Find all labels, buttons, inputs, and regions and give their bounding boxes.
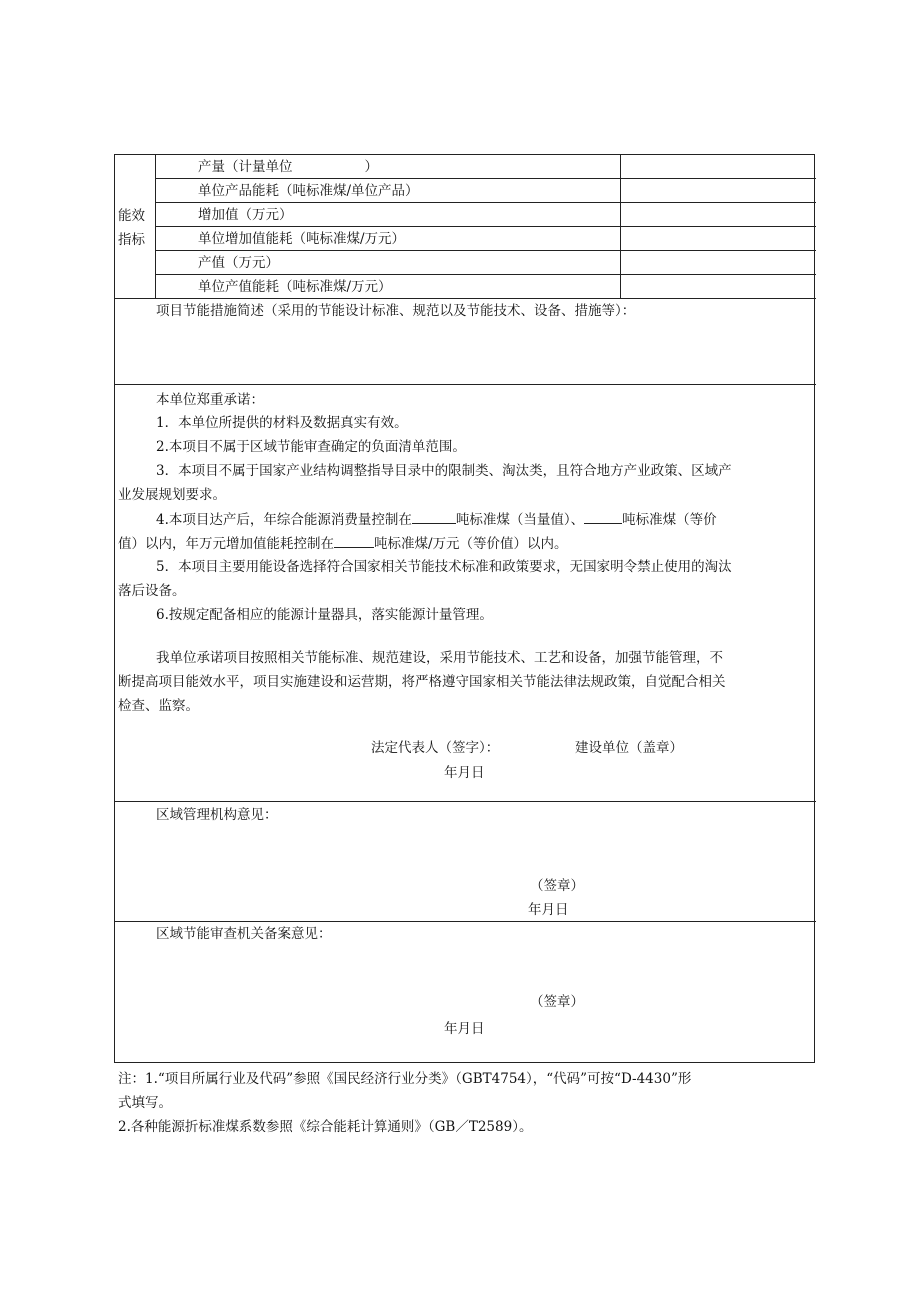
row-added-value: 增加值（万元） <box>198 207 293 223</box>
commitment-date: 年月日 <box>444 765 485 781</box>
construction-unit-seal: 建设单位（盖章） <box>575 740 683 756</box>
legal-representative-signature: 法定代表人（签字）： <box>371 740 500 756</box>
energy-form-table <box>114 154 815 1063</box>
energy-indicator-label-1: 能效 <box>118 208 145 224</box>
commitment-paragraph-line-2: 断提高项目能效水平，项目实施建设和运营期，将严格遵守国家相关节能法律法规政策，自觉配合相关 <box>118 674 726 690</box>
row-divider <box>155 178 816 179</box>
regional-authority-title: 区域管理机构意见： <box>156 807 278 823</box>
section-divider <box>115 298 816 299</box>
review-authority-date: 年月日 <box>444 1021 485 1037</box>
row-output-label: 产量（计量单位 ） <box>198 159 378 175</box>
commitment-item-5-line-2: 落后设备。 <box>118 583 186 599</box>
footnote-2: 2.各种能源折标准煤系数参照《综合能耗计算通则》（GB／T2589）。 <box>118 1119 533 1135</box>
row-divider <box>155 202 816 203</box>
energy-indicator-label-2: 指标 <box>118 232 145 248</box>
energy-total-blank[interactable] <box>412 510 456 524</box>
commitment-paragraph-line-3: 检查、监察。 <box>118 698 199 714</box>
footnote-1-line-1: 注：1.“项目所属行业及代码”参照《国民经济行业分类》（GBT4754），“代码”可按“D-4430”形 <box>118 1071 692 1087</box>
row-divider <box>155 226 816 227</box>
commitment-item-2: 2.本项目不属于区域节能审查确定的负面清单范围。 <box>156 439 466 455</box>
regional-authority-seal: （签章） <box>530 878 584 894</box>
row-output-value: 产值（万元） <box>198 255 279 271</box>
commitment-item-3-line-2: 业发展规划要求。 <box>118 487 226 503</box>
row-divider <box>155 250 816 251</box>
commitment-item-5-line-1: 5．本项目主要用能设备选择符合国家相关节能技术标准和政策要求，无国家明令禁止使用的淘汰 <box>156 559 732 575</box>
commitment-item-6: 6.按规定配备相应的能源计量器具，落实能源计量管理。 <box>156 607 493 623</box>
review-authority-seal: （签章） <box>530 994 584 1010</box>
review-authority-title: 区域节能审查机关备案意见： <box>156 926 332 942</box>
section-divider <box>115 384 816 385</box>
row-unit-output-value-energy: 单位产值能耗（吨标准煤/万元） <box>198 279 392 295</box>
commitment-item-4-line-1: 4.本项目达产后，年综合能源消费量控制在 吨标准煤（当量值）、 吨标准煤（等价 <box>156 512 717 528</box>
row-unit-added-value-energy: 单位增加值能耗（吨标准煤/万元） <box>198 231 406 247</box>
measures-title: 项目节能措施简述（采用的节能设计标准、规范以及节能技术、设备、措施等）： <box>156 303 636 319</box>
commitment-item-4-line-2: 值）以内，年万元增加值能耗控制在 吨标准煤/万元（等价值）以内。 <box>118 536 568 552</box>
footnote-1-line-2: 式填写。 <box>118 1095 172 1111</box>
commitment-item-3-line-1: 3．本项目不属于国家产业结构调整指导目录中的限制类、淘汰类，且符合地方产业政策、区域产 <box>156 463 732 479</box>
regional-authority-date: 年月日 <box>528 902 569 918</box>
commitment-item-1: 1．本单位所提供的材料及数据真实有效。 <box>156 415 408 431</box>
row-unit-product-energy: 单位产品能耗（吨标准煤/单位产品） <box>198 183 419 199</box>
section-divider <box>115 801 816 802</box>
commitment-title: 本单位郑重承诺： <box>156 392 264 408</box>
row-divider <box>155 274 816 275</box>
added-value-energy-blank[interactable] <box>334 534 374 548</box>
commitment-paragraph-line-1: 我单位承诺项目按照相关节能标准、规范建设，采用节能技术、工艺和设备，加强节能管理，不 <box>156 650 723 666</box>
section-divider <box>115 921 816 922</box>
energy-equivalent-blank[interactable] <box>584 510 622 524</box>
